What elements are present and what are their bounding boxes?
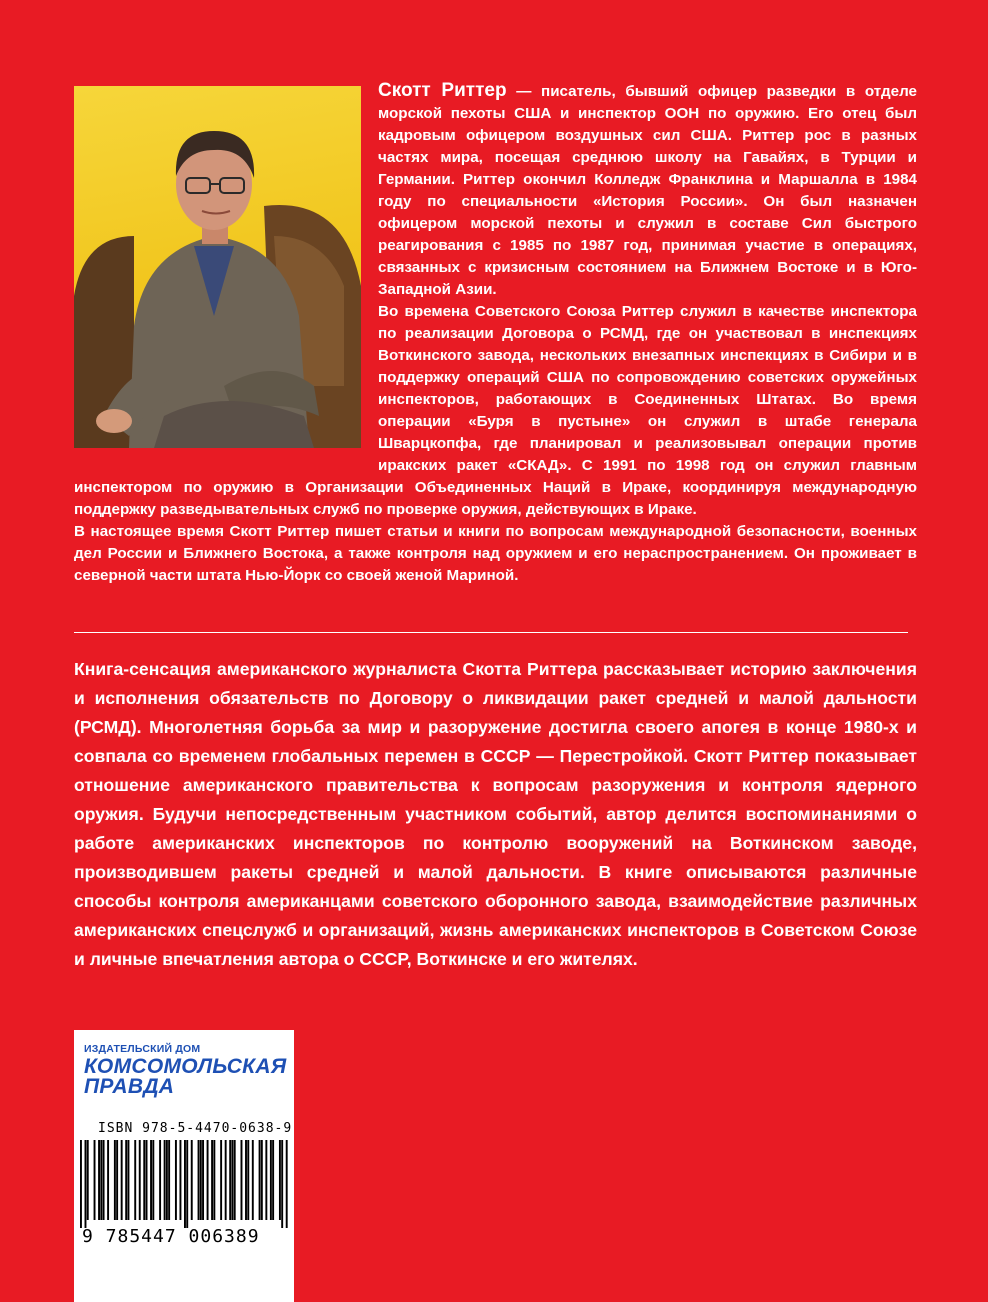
author-name: Скотт Риттер xyxy=(378,80,507,101)
isbn-text: ISBN 978-5-4470-0638-9 xyxy=(98,1121,293,1136)
publisher-logo xyxy=(84,1057,286,1097)
publisher-label: ИЗДАТЕЛЬСКИЙ ДОМ xyxy=(84,1043,201,1055)
barcode-image xyxy=(80,1140,288,1228)
bio-paragraph-1-text: — писатель, бывший офицер разведки в отделе морской пехоты США и инспектор ООН по оружию. Его отец был кадровым офицером воздушных сил США. Риттер рос в разных частях мира, посещая среднюю школу на Гавайях, в Турции и Германии. Риттер окончил Колледж Франклина и Маршалла в 1984 году по специальности «История России». Он был назначен офицером морской пехоты и служил в составе Сил быстрого реагирования с 1985 по 1987 год, принимая участие в операциях, связанных с кризисным состоянием на Ближнем Востоке и в Юго-Западной Азии. xyxy=(378,83,917,298)
author-bio xyxy=(74,80,917,587)
publisher-line-2: ПРАВДА xyxy=(84,1075,175,1098)
bio-paragraph-3: В настоящее время Скотт Риттер пишет статьи и книги по вопросам международной безопасности, военных дел России и Ближнего Востока, а также контроля над оружием и его нераспространением. Он проживает в северной части штата Нью-Йорк со своей женой Мариной. xyxy=(74,523,917,584)
barcode-panel xyxy=(74,1030,294,1302)
section-divider xyxy=(74,632,908,633)
publisher-line-1: КОМСОМОЛЬСКАЯ xyxy=(84,1055,287,1078)
barcode-digits: 9 785447 006389 xyxy=(82,1226,260,1247)
book-annotation xyxy=(74,655,917,974)
bio-paragraph-2: Во времена Советского Союза Риттер служил в качестве инспектора по реализации Договора о РСМД, где он участвовал в инспекциях Воткинского завода, нескольких внезапных инспекциях в Сибири и в поддержку операций США по сопровождению советских оружейных инспекторов, работающих в Соединенных Штатах. Во время операции «Буря в пустыне» он служил в штабе генерала Шварцкопфа, где планировал и реализовывал операции против иракских ракет «СКАД». С 1991 по 1998 год он служил главным инспектором по оружию в Организации Объединенных Наций в Ираке, координируя международную поддержку разведывательных служб по проверке оружия, действующих в Ираке. xyxy=(74,303,917,518)
annotation-text: Книга-сенсация американского журналиста Скотта Риттера рассказывает историю заключения и исполнения обязательств по Договору о ликвидации ракет средней и малой дальности (РСМД). Многолетняя борьба за мир и разоружение достигла своего апогея в конце 1980-х и совпала со временем глобальных перемен в СССР — Перестройкой. Скотт Риттер показывает отношение американского правительства к вопросам разоружения и контроля ядерного оружия. Будучи непосредственным участником событий, автор делится воспоминаниями о работе американских инспекторов по контролю вооружений на Воткинском заводе, производившем ракеты средней и малой дальности. В книге описываются различные способы контроля американцами советского оборонного завода, взаимодействие различных американских спецслужб и организаций, жизнь американских инспекторов в Советском Союзе и личные впечатления автора о СССР, Воткинске и его жителях. xyxy=(74,659,917,969)
